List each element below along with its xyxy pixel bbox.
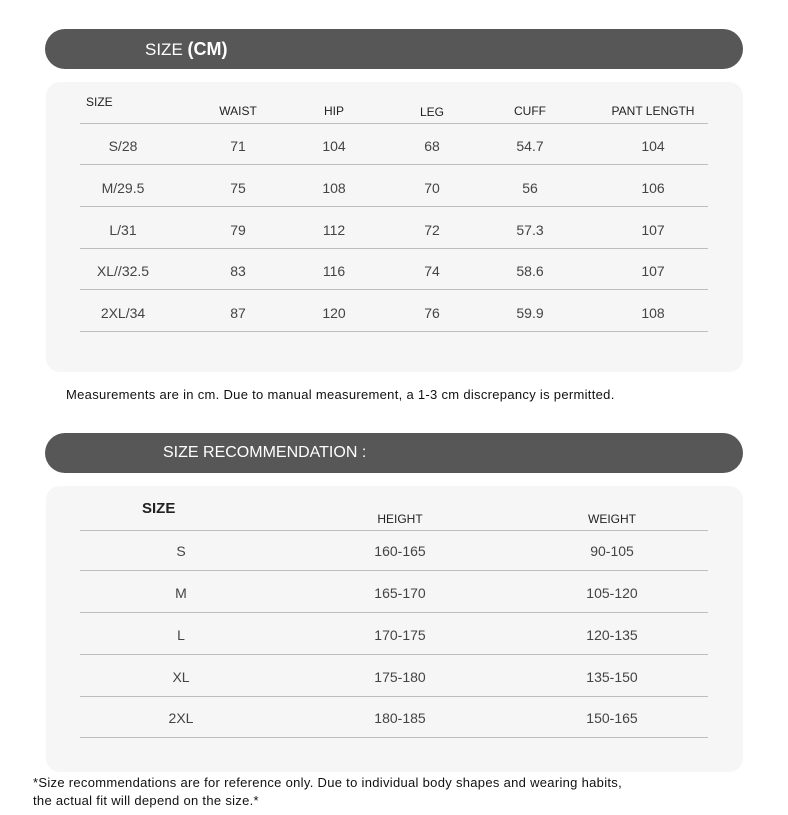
header-divider xyxy=(80,123,708,124)
row-divider xyxy=(80,289,708,290)
table-cell: 76 xyxy=(424,305,440,321)
row-divider xyxy=(80,570,708,571)
table-cell: 120 xyxy=(322,305,346,321)
recommendation-note xyxy=(33,774,773,810)
table-cell: 108 xyxy=(322,180,346,196)
size-label-cell: XL xyxy=(172,669,190,685)
recommendation-panel xyxy=(46,486,743,772)
row-divider xyxy=(80,164,708,165)
size-chart-banner xyxy=(45,29,743,69)
table-cell: 135-150 xyxy=(586,669,638,685)
column-header: HIP xyxy=(323,104,345,118)
table-cell: 58.6 xyxy=(516,263,544,279)
size-label-cell: M xyxy=(175,585,187,601)
size-label-cell: 2XL/34 xyxy=(100,305,146,321)
column-header: WAIST xyxy=(219,104,257,118)
column-header: HEIGHT xyxy=(377,512,423,526)
table-cell: 112 xyxy=(322,222,346,238)
table-cell: 68 xyxy=(424,138,440,154)
table-cell: 79 xyxy=(230,222,246,238)
size-label-cell: S/28 xyxy=(108,138,138,154)
row-divider xyxy=(80,737,708,738)
table-cell: 71 xyxy=(230,138,246,154)
recommendation-title: SIZE RECOMMENDATION : xyxy=(163,444,367,461)
header-divider xyxy=(80,530,708,531)
row-divider xyxy=(80,248,708,249)
size-label-cell: S xyxy=(176,543,186,559)
recommendation-note-line2: the actual fit will depend on the size.* xyxy=(33,793,259,808)
column-header: CUFF xyxy=(514,104,546,118)
recommendation-banner xyxy=(45,433,743,473)
size-label-cell: L/31 xyxy=(109,222,137,238)
row-divider xyxy=(80,654,708,655)
table-cell: 150-165 xyxy=(586,710,638,726)
table-cell: 105-120 xyxy=(586,585,638,601)
table-cell: 107 xyxy=(641,222,665,238)
table-cell: 90-105 xyxy=(590,543,634,559)
column-header: LEG xyxy=(419,105,445,119)
table-cell: 56 xyxy=(522,180,538,196)
table-cell: 87 xyxy=(230,305,246,321)
table-cell: 104 xyxy=(641,138,665,154)
column-header: WEIGHT xyxy=(588,512,636,526)
table-cell: 75 xyxy=(230,180,246,196)
table-cell: 57.3 xyxy=(516,222,544,238)
row-divider xyxy=(80,612,708,613)
table-cell: 116 xyxy=(322,263,346,279)
column-header: SIZE xyxy=(86,95,113,109)
measurement-note: Measurements are in cm. Due to manual measurement, a 1-3 cm discrepancy is permitted. xyxy=(66,387,615,402)
size-label-cell: M/29.5 xyxy=(101,180,145,196)
table-cell: 160-165 xyxy=(374,543,426,559)
table-cell: 70 xyxy=(424,180,440,196)
table-cell: 120-135 xyxy=(586,627,638,643)
recommendation-note-line1: *Size recommendations are for reference only. Due to individual body shapes and wearing habits, xyxy=(33,775,623,790)
size-chart-unit: (CM) xyxy=(187,39,228,59)
size-label-cell: XL//32.5 xyxy=(96,263,150,279)
table-cell: 165-170 xyxy=(374,585,426,601)
row-divider xyxy=(80,696,708,697)
row-divider xyxy=(80,331,708,332)
size-label-cell: 2XL xyxy=(168,710,194,726)
table-cell: 107 xyxy=(641,263,665,279)
row-divider xyxy=(80,206,708,207)
column-header: SIZE xyxy=(142,500,176,517)
size-chart-title-text: SIZE xyxy=(145,40,183,59)
table-cell: 175-180 xyxy=(374,669,426,685)
table-cell: 108 xyxy=(641,305,665,321)
column-header: PANT LENGTH xyxy=(611,104,695,118)
table-cell: 54.7 xyxy=(516,138,544,154)
table-cell: 72 xyxy=(424,222,440,238)
table-cell: 170-175 xyxy=(374,627,426,643)
table-cell: 59.9 xyxy=(516,305,544,321)
size-label-cell: L xyxy=(177,627,185,643)
size-chart-title xyxy=(145,29,228,70)
table-cell: 83 xyxy=(230,263,246,279)
size-chart-panel xyxy=(46,82,743,372)
table-cell: 74 xyxy=(424,263,440,279)
table-cell: 106 xyxy=(641,180,665,196)
table-cell: 180-185 xyxy=(374,710,426,726)
table-cell: 104 xyxy=(322,138,346,154)
